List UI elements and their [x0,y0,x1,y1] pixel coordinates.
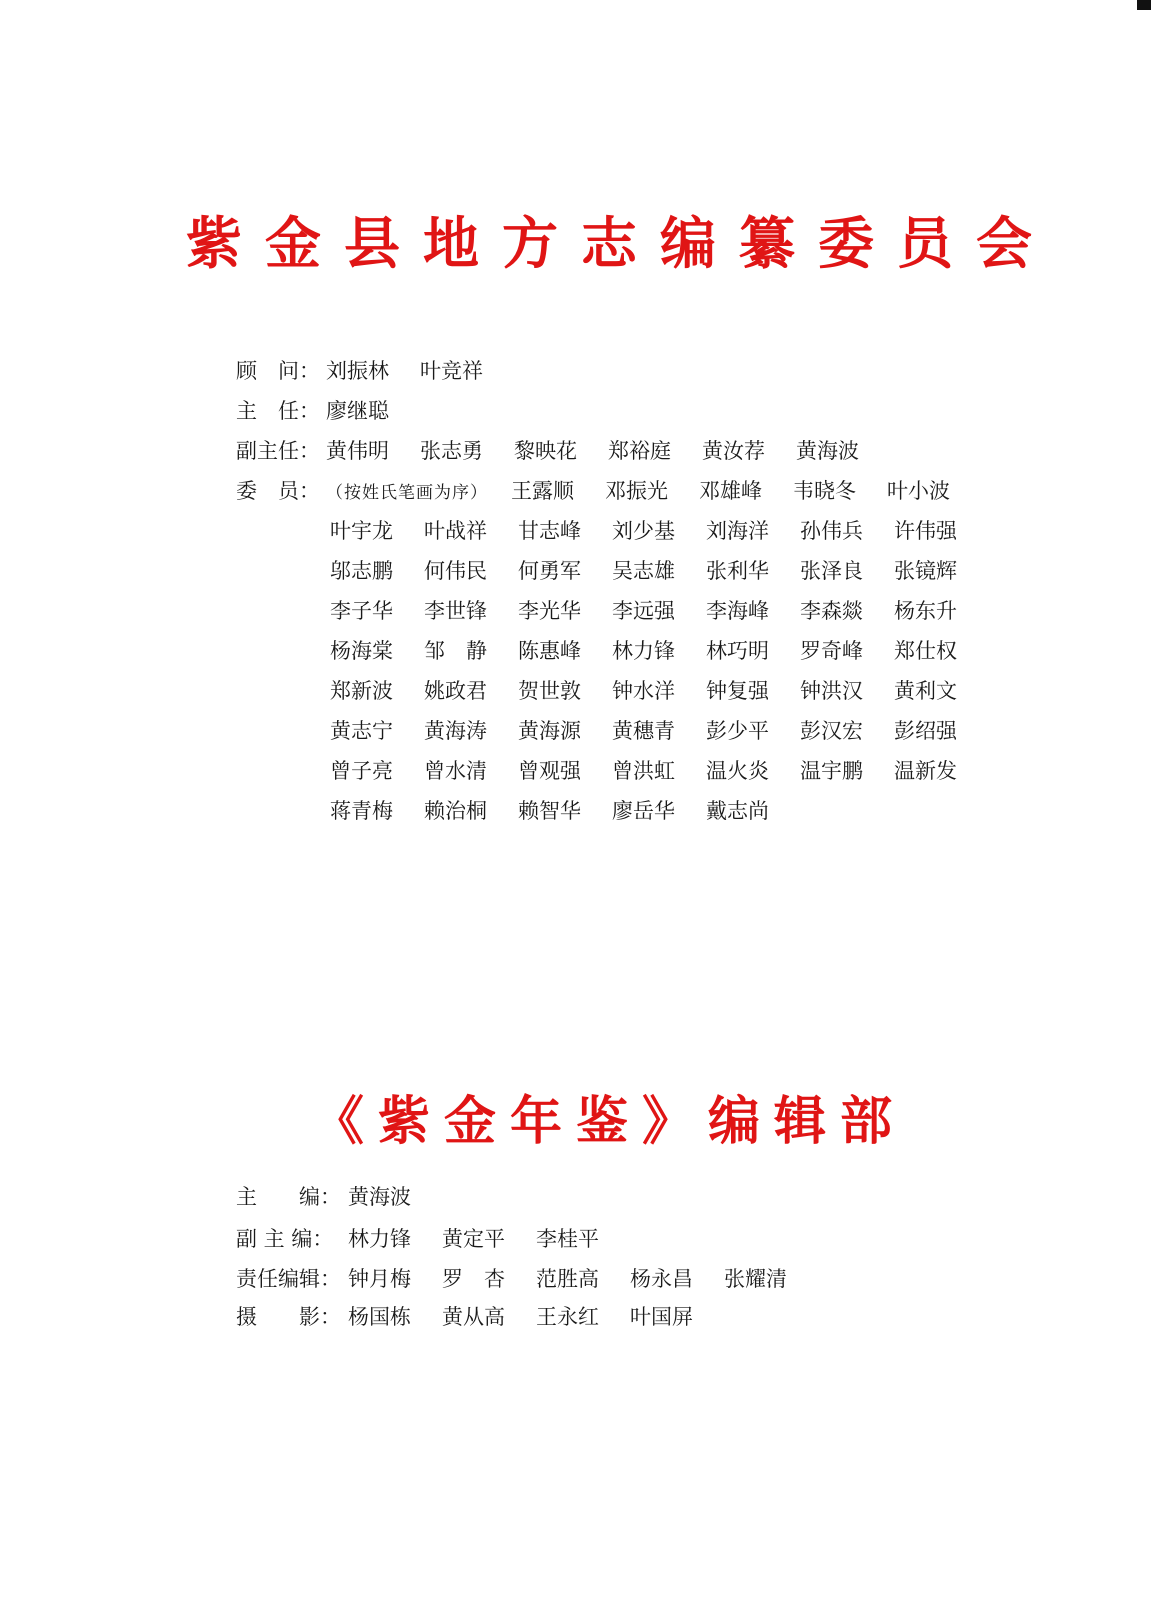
member-name: 蒋青梅 [330,799,393,823]
deputy-director-name: 郑裕庭 [608,439,671,463]
responsible-editor-name: 范胜高 [536,1267,599,1291]
editorial-title: 《紫金年鉴》编辑部 [312,1091,907,1152]
member-name: 彭绍强 [894,719,957,743]
member-name: 张利华 [706,559,769,583]
member-name: 吴志雄 [612,559,675,583]
member-name: 杨海棠 [330,639,393,663]
member-name: 刘少基 [612,519,675,543]
member-name: 钟水洋 [612,679,675,703]
responsible-editors-names [348,1264,818,1294]
member-name: 李子华 [330,599,393,623]
chief-editor-label: 主 编： [236,1185,341,1209]
deputy-chief-editors-label: 副 主 编： [236,1227,334,1251]
member-name: 邓振光 [605,479,668,503]
members-first-names [326,476,981,508]
members-row-9 [330,796,800,826]
member-name: 许伟强 [894,519,957,543]
member-name: 杨东升 [894,599,957,623]
photographer-name: 王永红 [536,1305,599,1329]
member-name: 李森燚 [800,599,863,623]
member-name: 赖智华 [518,799,581,823]
member-name: 钟复强 [706,679,769,703]
responsible-editors-label: 责任编辑： [236,1267,341,1291]
member-name: 邹 静 [424,639,487,663]
member-name: 叶宇龙 [330,519,393,543]
committee-title: 紫金县地方志编纂委员会 [186,211,1055,277]
deputy-director-name: 张志勇 [420,439,483,463]
member-name: 曾观强 [518,759,581,783]
photographer-name: 黄从高 [442,1305,505,1329]
member-name: 曾洪虹 [612,759,675,783]
chief-editor-name: 黄海波 [348,1185,411,1209]
member-name: 李世锋 [424,599,487,623]
advisor-name: 叶竞祥 [420,359,483,383]
scan-edge-mark [1137,0,1151,10]
responsible-editor-name: 张耀清 [724,1267,787,1291]
member-name: 黄志宁 [330,719,393,743]
deputy-director-name: 黎映花 [514,439,577,463]
member-name: 黄海源 [518,719,581,743]
member-name: 廖岳华 [612,799,675,823]
member-name: 彭少平 [706,719,769,743]
advisor-name: 刘振林 [326,359,389,383]
members-row-5 [330,636,988,666]
member-name: 彭汉宏 [800,719,863,743]
director-names [326,396,420,426]
deputy-chief-editor-name: 林力锋 [348,1227,411,1251]
member-name: 林巧明 [706,639,769,663]
member-name: 李光华 [518,599,581,623]
photography-names [348,1302,724,1332]
member-name: 邬志鹏 [330,559,393,583]
member-name: 温新发 [894,759,957,783]
member-name: 邓雄峰 [699,479,762,503]
member-name: 孙伟兵 [800,519,863,543]
member-name: 贺世敦 [518,679,581,703]
chief-editor-names [348,1182,442,1212]
members-row-2 [330,516,988,546]
photography-label: 摄 影： [236,1305,341,1329]
deputy-directors-names [326,436,890,466]
member-name: 赖治桐 [424,799,487,823]
director-label: 主 任： [236,399,320,423]
member-name: 温宇鹏 [800,759,863,783]
deputy-chief-editor-name: 李桂平 [536,1227,599,1251]
photographer-name: 叶国屏 [630,1305,693,1329]
member-name: 钟洪汉 [800,679,863,703]
member-name: 郑仕权 [894,639,957,663]
responsible-editor-name: 杨永昌 [630,1267,693,1291]
member-name: 曾水清 [424,759,487,783]
members-row-8 [330,756,988,786]
member-name: 叶战祥 [424,519,487,543]
member-name: 张泽良 [800,559,863,583]
member-name: 甘志峰 [518,519,581,543]
advisors-names [326,356,514,386]
member-name: 张镜辉 [894,559,957,583]
director-name: 廖继聪 [326,399,389,423]
members-row-7 [330,716,988,746]
member-name: 王露顺 [511,479,574,503]
member-name: 曾子亮 [330,759,393,783]
member-name: 黄海涛 [424,719,487,743]
deputy-director-name: 黄汝荐 [702,439,765,463]
advisors-label: 顾 问： [236,359,320,383]
member-name: 温火炎 [706,759,769,783]
deputy-chief-editor-name: 黄定平 [442,1227,505,1251]
deputy-director-name: 黄伟明 [326,439,389,463]
member-name: 黄穗青 [612,719,675,743]
members-label: 委 员： [236,479,320,503]
member-name: 韦晓冬 [793,479,856,503]
members-order-note: （按姓氏笔画为序） [326,483,488,503]
member-name: 林力锋 [612,639,675,663]
members-row-4 [330,596,988,626]
member-name: 何伟民 [424,559,487,583]
deputy-director-name: 黄海波 [796,439,859,463]
deputy-directors-label: 副主任： [236,439,320,463]
member-name: 刘海洋 [706,519,769,543]
member-name: 李远强 [612,599,675,623]
member-name: 戴志尚 [706,799,769,823]
member-name: 郑新波 [330,679,393,703]
responsible-editor-name: 钟月梅 [348,1267,411,1291]
member-name: 罗奇峰 [800,639,863,663]
responsible-editor-name: 罗 杏 [442,1267,505,1291]
member-name: 姚政君 [424,679,487,703]
member-name: 叶小波 [887,479,950,503]
members-row-3 [330,556,988,586]
photographer-name: 杨国栋 [348,1305,411,1329]
member-name: 何勇军 [518,559,581,583]
member-name: 黄利文 [894,679,957,703]
deputy-chief-editors-names [348,1224,630,1254]
members-row-6 [330,676,988,706]
member-name: 李海峰 [706,599,769,623]
member-name: 陈惠峰 [518,639,581,663]
